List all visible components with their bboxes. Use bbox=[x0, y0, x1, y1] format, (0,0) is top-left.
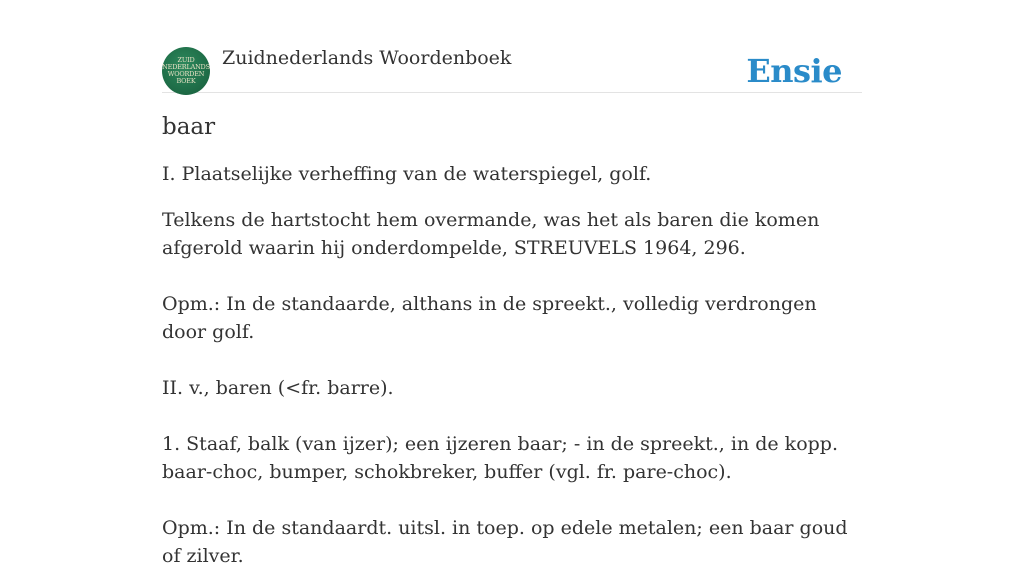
entry-paragraph: II. v., baren (<fr. barre). bbox=[162, 377, 394, 399]
logo-text-line: NEDERLANDS bbox=[162, 63, 210, 71]
ensie-brand-link[interactable]: Ensie bbox=[746, 52, 842, 90]
logo-text-line: ZUID bbox=[177, 56, 195, 64]
entry-paragraph: Telkens de hartstocht hem overmande, was het als baren die komen afgerold waarin hij onderdompelde, STREUVELS 1964, 296. bbox=[162, 209, 820, 259]
entry-paragraph: Opm.: In de standaardt. uitsl. in toep. op edele metalen; een baar goud of zilver. bbox=[162, 517, 848, 567]
entry-paragraph: I. Plaatselijke verheffing van de waterspiegel, golf. bbox=[162, 163, 652, 185]
site-header bbox=[162, 44, 862, 93]
logo-text-line: BOEK bbox=[176, 77, 196, 85]
entry-paragraph: Opm.: In de standaarde, althans in de spreekt., volledig verdrongen door golf. bbox=[162, 293, 817, 343]
entry-paragraph: 1. Staaf, balk (van ijzer); een ijzeren baar; - in de spreekt., in de kopp. baar-choc, bumper, schokbreker, buffer (vgl. fr. pare-choc). bbox=[162, 433, 838, 483]
logo-text-line: WOORDEN bbox=[167, 70, 205, 78]
entry-content bbox=[162, 114, 862, 570]
entry-headword: baar bbox=[162, 114, 216, 140]
site-name-link[interactable]: Zuidnederlands Woordenboek bbox=[222, 47, 512, 69]
site-logo[interactable] bbox=[162, 47, 210, 95]
